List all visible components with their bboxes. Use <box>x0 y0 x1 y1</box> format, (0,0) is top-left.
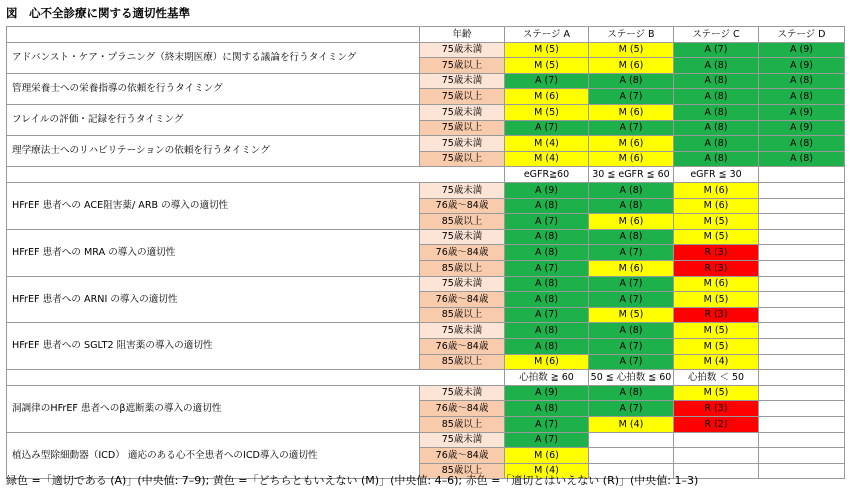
rating-cell: M (4) <box>588 416 674 433</box>
subheader-condition: eGFR≧60 <box>504 166 589 183</box>
subheader-condition: 30 ≦ eGFR ≦ 60 <box>588 166 674 183</box>
rating-cell: A (8) <box>673 88 759 105</box>
rating-cell: A (8) <box>758 151 845 168</box>
rating-cell: M (6) <box>673 182 759 199</box>
rating-cell: A (7) <box>588 120 674 137</box>
rating-cell: R (3) <box>673 400 759 417</box>
rating-cell: A (7) <box>504 307 589 324</box>
rating-cell: A (8) <box>588 385 674 402</box>
rating-cell: A (7) <box>504 432 589 449</box>
rating-cell: A (9) <box>758 104 845 121</box>
rating-cell: M (6) <box>588 135 674 152</box>
age-group: 75歳以上 <box>419 151 505 168</box>
rating-cell: A (8) <box>588 322 674 339</box>
header-stage: ステージ D <box>758 26 845 43</box>
rating-cell: M (6) <box>588 104 674 121</box>
age-group: 75歳未満 <box>419 229 505 246</box>
age-group: 75歳未満 <box>419 322 505 339</box>
rating-cell: R (3) <box>673 260 759 277</box>
rating-cell <box>758 322 845 339</box>
rating-cell: A (7) <box>504 213 589 230</box>
rating-cell: A (8) <box>504 198 589 215</box>
rating-cell: M (5) <box>673 338 759 355</box>
rating-cell: A (8) <box>673 135 759 152</box>
age-group: 85歳以上 <box>419 307 505 324</box>
rating-cell: A (7) <box>588 88 674 105</box>
rating-cell: A (7) <box>673 42 759 59</box>
rating-cell: A (8) <box>673 151 759 168</box>
criterion-label: HFrEF 患者への ARNI の導入の適切性 <box>6 276 420 324</box>
rating-cell: A (9) <box>504 182 589 199</box>
rating-cell: A (8) <box>758 135 845 152</box>
rating-cell <box>758 354 845 371</box>
rating-cell: A (7) <box>588 338 674 355</box>
criterion-label: 管理栄養士への栄養指導の依頼を行うタイミング <box>6 73 420 105</box>
criterion-label: HFrEF 患者への ACE阻害薬/ ARB の導入の適切性 <box>6 182 420 230</box>
rating-cell <box>758 213 845 230</box>
rating-cell: A (8) <box>673 73 759 90</box>
header-stage: ステージ B <box>588 26 674 43</box>
rating-cell: A (8) <box>504 291 589 308</box>
age-group: 75歳未満 <box>419 276 505 293</box>
rating-cell: A (7) <box>588 244 674 261</box>
rating-cell <box>758 416 845 433</box>
header-stage: ステージ C <box>673 26 759 43</box>
rating-cell: A (8) <box>758 73 845 90</box>
rating-cell <box>758 260 845 277</box>
rating-cell: M (6) <box>588 213 674 230</box>
rating-cell: R (3) <box>673 244 759 261</box>
criterion-label: アドバンスト・ケア・プラニング（終末期医療）に関する議論を行うタイミング <box>6 42 420 74</box>
age-group: 76歳～84歳 <box>419 447 505 464</box>
header-blank <box>6 26 420 43</box>
subheader-condition: 心拍数 ＜ 50 <box>673 369 759 386</box>
age-group: 85歳以上 <box>419 354 505 371</box>
subheader-condition: eGFR ≦ 30 <box>673 166 759 183</box>
rating-cell: A (8) <box>758 88 845 105</box>
rating-cell <box>758 307 845 324</box>
rating-cell <box>673 432 759 449</box>
rating-cell: R (3) <box>673 307 759 324</box>
rating-cell: A (7) <box>588 400 674 417</box>
rating-cell: M (6) <box>673 276 759 293</box>
age-group: 76歳～84歳 <box>419 400 505 417</box>
rating-cell: A (8) <box>504 276 589 293</box>
rating-cell <box>758 198 845 215</box>
rating-cell: A (9) <box>758 42 845 59</box>
header-stage: ステージ A <box>504 26 589 43</box>
age-group: 75歳未満 <box>419 104 505 121</box>
age-group: 75歳以上 <box>419 57 505 74</box>
rating-cell: M (5) <box>673 229 759 246</box>
rating-cell <box>758 447 845 464</box>
age-group: 75歳未満 <box>419 73 505 90</box>
header-age: 年齢 <box>419 26 505 43</box>
rating-cell: A (8) <box>504 244 589 261</box>
rating-cell: A (7) <box>588 276 674 293</box>
rating-cell <box>758 229 845 246</box>
figure-title: 図 心不全診療に関する適切性基準 <box>6 6 190 20</box>
subheader-blank <box>6 369 505 386</box>
rating-cell <box>758 338 845 355</box>
age-group: 76歳～84歳 <box>419 244 505 261</box>
rating-cell: M (6) <box>673 198 759 215</box>
rating-cell: M (6) <box>588 57 674 74</box>
age-group: 75歳未満 <box>419 135 505 152</box>
age-group: 75歳未満 <box>419 385 505 402</box>
rating-cell <box>758 244 845 261</box>
age-group: 75歳以上 <box>419 120 505 137</box>
age-group: 75歳以上 <box>419 88 505 105</box>
age-group: 75歳未満 <box>419 182 505 199</box>
rating-cell <box>758 291 845 308</box>
rating-cell: A (8) <box>504 229 589 246</box>
age-group: 85歳以上 <box>419 213 505 230</box>
rating-cell <box>758 400 845 417</box>
rating-cell: M (5) <box>504 104 589 121</box>
rating-cell: M (5) <box>588 42 674 59</box>
rating-cell: A (7) <box>504 416 589 433</box>
rating-cell: M (5) <box>673 291 759 308</box>
age-group: 85歳以上 <box>419 416 505 433</box>
rating-cell: M (4) <box>504 463 589 480</box>
rating-cell: A (7) <box>504 73 589 90</box>
rating-cell: M (6) <box>504 447 589 464</box>
rating-cell: A (7) <box>588 291 674 308</box>
age-group: 76歳～84歳 <box>419 291 505 308</box>
age-group: 85歳以上 <box>419 260 505 277</box>
rating-cell <box>758 385 845 402</box>
rating-cell: A (8) <box>504 400 589 417</box>
subheader-condition: 心拍数 ≧ 60 <box>504 369 589 386</box>
rating-cell: M (6) <box>588 260 674 277</box>
rating-cell: A (9) <box>758 120 845 137</box>
age-group: 75歳未満 <box>419 432 505 449</box>
criterion-label: 理学療法士へのリハビリテーションの依頼を行うタイミング <box>6 135 420 167</box>
rating-cell: M (6) <box>504 354 589 371</box>
rating-cell: A (7) <box>504 120 589 137</box>
rating-cell <box>673 447 759 464</box>
age-group: 85歳以上 <box>419 463 505 480</box>
criterion-label: 植込み型除細動器（ICD） 適応のある心不全患者へのICD導入の適切性 <box>6 432 420 480</box>
rating-cell: M (5) <box>588 307 674 324</box>
rating-cell: A (8) <box>588 73 674 90</box>
rating-cell: A (8) <box>588 198 674 215</box>
age-group: 76歳～84歳 <box>419 198 505 215</box>
rating-cell: M (4) <box>673 354 759 371</box>
age-group: 75歳未満 <box>419 42 505 59</box>
rating-cell: M (6) <box>504 88 589 105</box>
rating-cell: A (8) <box>504 322 589 339</box>
rating-cell: M (4) <box>504 151 589 168</box>
rating-cell <box>758 432 845 449</box>
rating-cell <box>588 447 674 464</box>
rating-cell <box>758 463 845 480</box>
subheader-condition: 50 ≦ 心拍数 ≦ 60 <box>588 369 674 386</box>
subheader-blank <box>758 166 845 183</box>
rating-cell: M (4) <box>504 135 589 152</box>
subheader-blank <box>6 166 505 183</box>
rating-cell: A (9) <box>504 385 589 402</box>
rating-cell: A (8) <box>673 104 759 121</box>
rating-cell: M (5) <box>673 385 759 402</box>
rating-cell: M (6) <box>588 151 674 168</box>
rating-cell: A (8) <box>504 338 589 355</box>
criterion-label: HFrEF 患者への MRA の導入の適切性 <box>6 229 420 277</box>
rating-cell: M (5) <box>673 213 759 230</box>
age-group: 76歳～84歳 <box>419 338 505 355</box>
criterion-label: HFrEF 患者への SGLT2 阻害薬の導入の適切性 <box>6 322 420 370</box>
rating-cell: M (5) <box>504 42 589 59</box>
rating-cell: A (8) <box>673 120 759 137</box>
rating-cell <box>758 182 845 199</box>
rating-cell: A (7) <box>504 260 589 277</box>
rating-cell: A (8) <box>588 182 674 199</box>
legend-footer: 緑色 =「適切である (A)」(中央値: 7–9); 黄色 =「どちらともいえない (M)」(中央値: 4–6); 赤色 =「適切とはいえない (R)」(中央値: 1–3) <box>6 474 699 487</box>
criterion-label: 洞調律のHFrEF 患者へのβ遮断薬の導入の適切性 <box>6 385 420 433</box>
rating-cell: R (2) <box>673 416 759 433</box>
rating-cell: M (5) <box>504 57 589 74</box>
subheader-blank <box>758 369 845 386</box>
rating-cell <box>588 432 674 449</box>
rating-cell: M (5) <box>673 322 759 339</box>
criterion-label: フレイルの評価・記録を行うタイミング <box>6 104 420 136</box>
rating-cell <box>758 276 845 293</box>
rating-cell: A (7) <box>588 354 674 371</box>
rating-cell: A (9) <box>758 57 845 74</box>
rating-cell: A (8) <box>673 57 759 74</box>
rating-cell: A (8) <box>588 229 674 246</box>
